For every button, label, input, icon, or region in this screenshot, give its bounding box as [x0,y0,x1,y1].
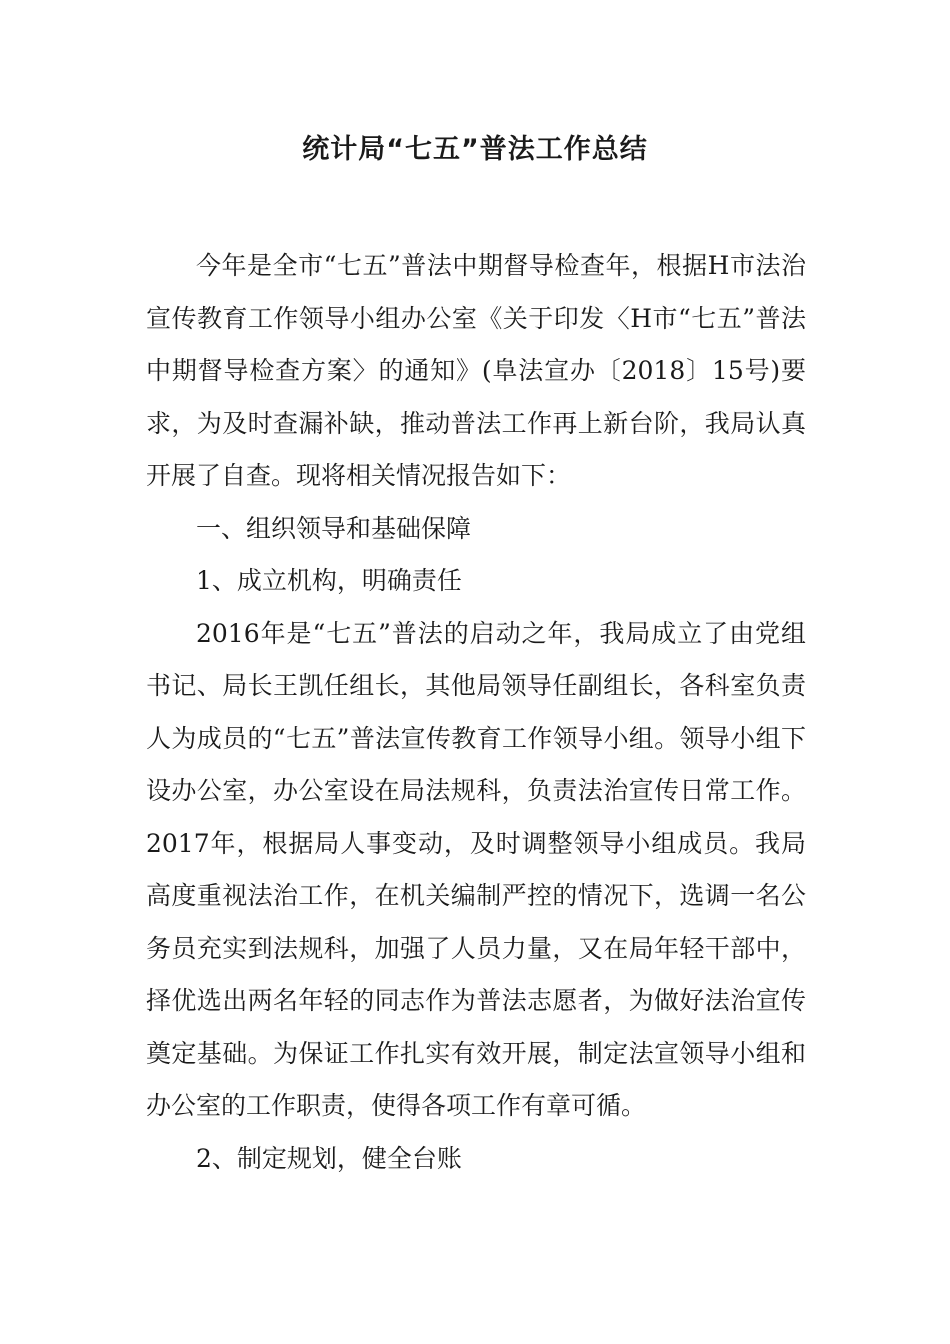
intro-paragraph: 今年是全市“七五”普法中期督导检查年，根据H市法治宣传教育工作领导小组办公室《关于印发〈H市“七五”普法中期督导检查方案〉的通知》(阜法宣办〔2018〕15号)要求，为及时查漏补缺，推动普法工作再上新台阶，我局认真开展了自查。现将相关情况报告如下： [146,251,806,490]
body-paragraph-1: 2016年是“七五”普法的启动之年，我局成立了由党组书记、局长王凯任组长，其他局领导任副组长，各科室负责人为成员的“七五”普法宣传教育工作领导小组。领导小组下设办公室，办公室设在局法规科，负责法治宣传日常工作。2017年，根据局人事变动，及时调整领导小组成员。我局高度重视法治工作，在机关编制严控的情况下，选调一名公务员充实到法规科，加强了人员力量，又在局年轻干部中，择优选出两名年轻的同志作为普法志愿者，为做好法治宣传奠定基础。为保证工作扎实有效开展，制定法宣领导小组和办公室的工作职责，使得各项工作有章可循。 [146,618,806,1120]
subsection-heading-1: 1、成立机构，明确责任 [196,566,462,595]
subsection-heading-2: 2、制定规划，健全台账 [196,1143,462,1173]
document-title: 统计局“七五”普法工作总结 [302,134,648,165]
section-heading-1: 一、组织领导和基础保障 [196,513,472,543]
document-body [146,240,806,1185]
